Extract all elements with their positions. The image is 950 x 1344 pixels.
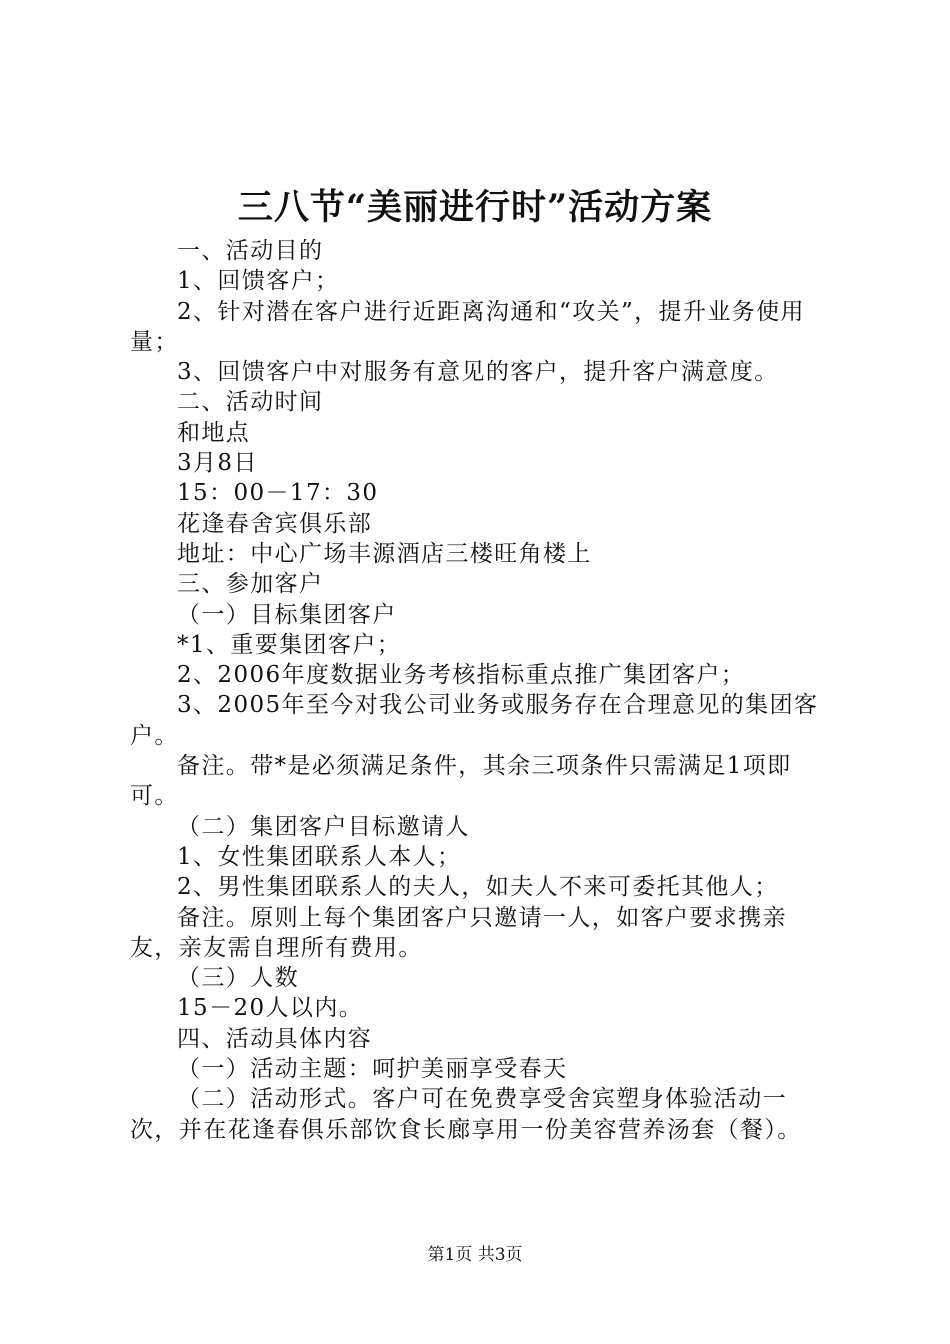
section-heading-continued: 和地点 [177,419,251,446]
section-heading-time: 二、活动时间 [177,389,324,416]
list-item: 2、男性集团联系人的夫人，如夫人不来可委托其他人； [177,874,779,901]
note-paragraph: 备注。带*是必须满足条件，其余三项条件只需满足1项即可。 [130,753,792,810]
list-item: 1、女性集团联系人本人； [177,843,462,870]
section-heading-customers: 三、参加客户 [177,571,324,598]
list-item: 3、2005年至今对我公司业务或服务存在合理意见的集团客户。 [130,692,819,749]
attendee-count: 15－20人以内。 [177,995,364,1022]
event-venue: 花逢春舍宾俱乐部 [177,510,373,537]
event-date: 3月8日 [177,450,258,477]
list-item: 3、回馈客户中对服务有意见的客户，提升客户满意度。 [177,359,779,386]
subsection-heading: （三）人数 [177,965,299,992]
list-item: 1、回馈客户； [177,268,340,295]
list-item: 2、2006年度数据业务考核指标重点推广集团客户； [177,662,746,689]
activity-theme: （一）活动主题：呵护美丽享受春天 [177,1056,568,1083]
page-footer: 第1页 共3页 [427,1245,523,1265]
activity-format: （二）活动形式。客户可在免费享受舍宾塑身体验活动一次，并在花逢春俱乐部饮食长廊享用一份美容营养汤套（餐）。 [130,1086,802,1143]
list-item: *1、重要集团客户； [177,631,402,658]
subsection-heading: （一）目标集团客户 [177,601,397,628]
note-paragraph: 备注。原则上每个集团客户只邀请一人，如客户要求携亲友，亲友需自理所有费用。 [130,904,787,961]
list-item: 2、针对潜在客户进行近距离沟通和“攻关”，提升业务使用量； [130,298,805,355]
section-heading-purpose: 一、活动目的 [177,238,324,264]
document-body [130,236,835,1145]
section-heading-content: 四、活动具体内容 [177,1025,373,1052]
document-title: 三八节“美丽进行时”活动方案 [237,187,713,228]
subsection-heading: （二）集团客户目标邀请人 [177,813,470,840]
event-address: 地址：中心广场丰源酒店三楼旺角楼上 [177,540,592,567]
event-time: 15：00－17：30 [177,480,379,507]
